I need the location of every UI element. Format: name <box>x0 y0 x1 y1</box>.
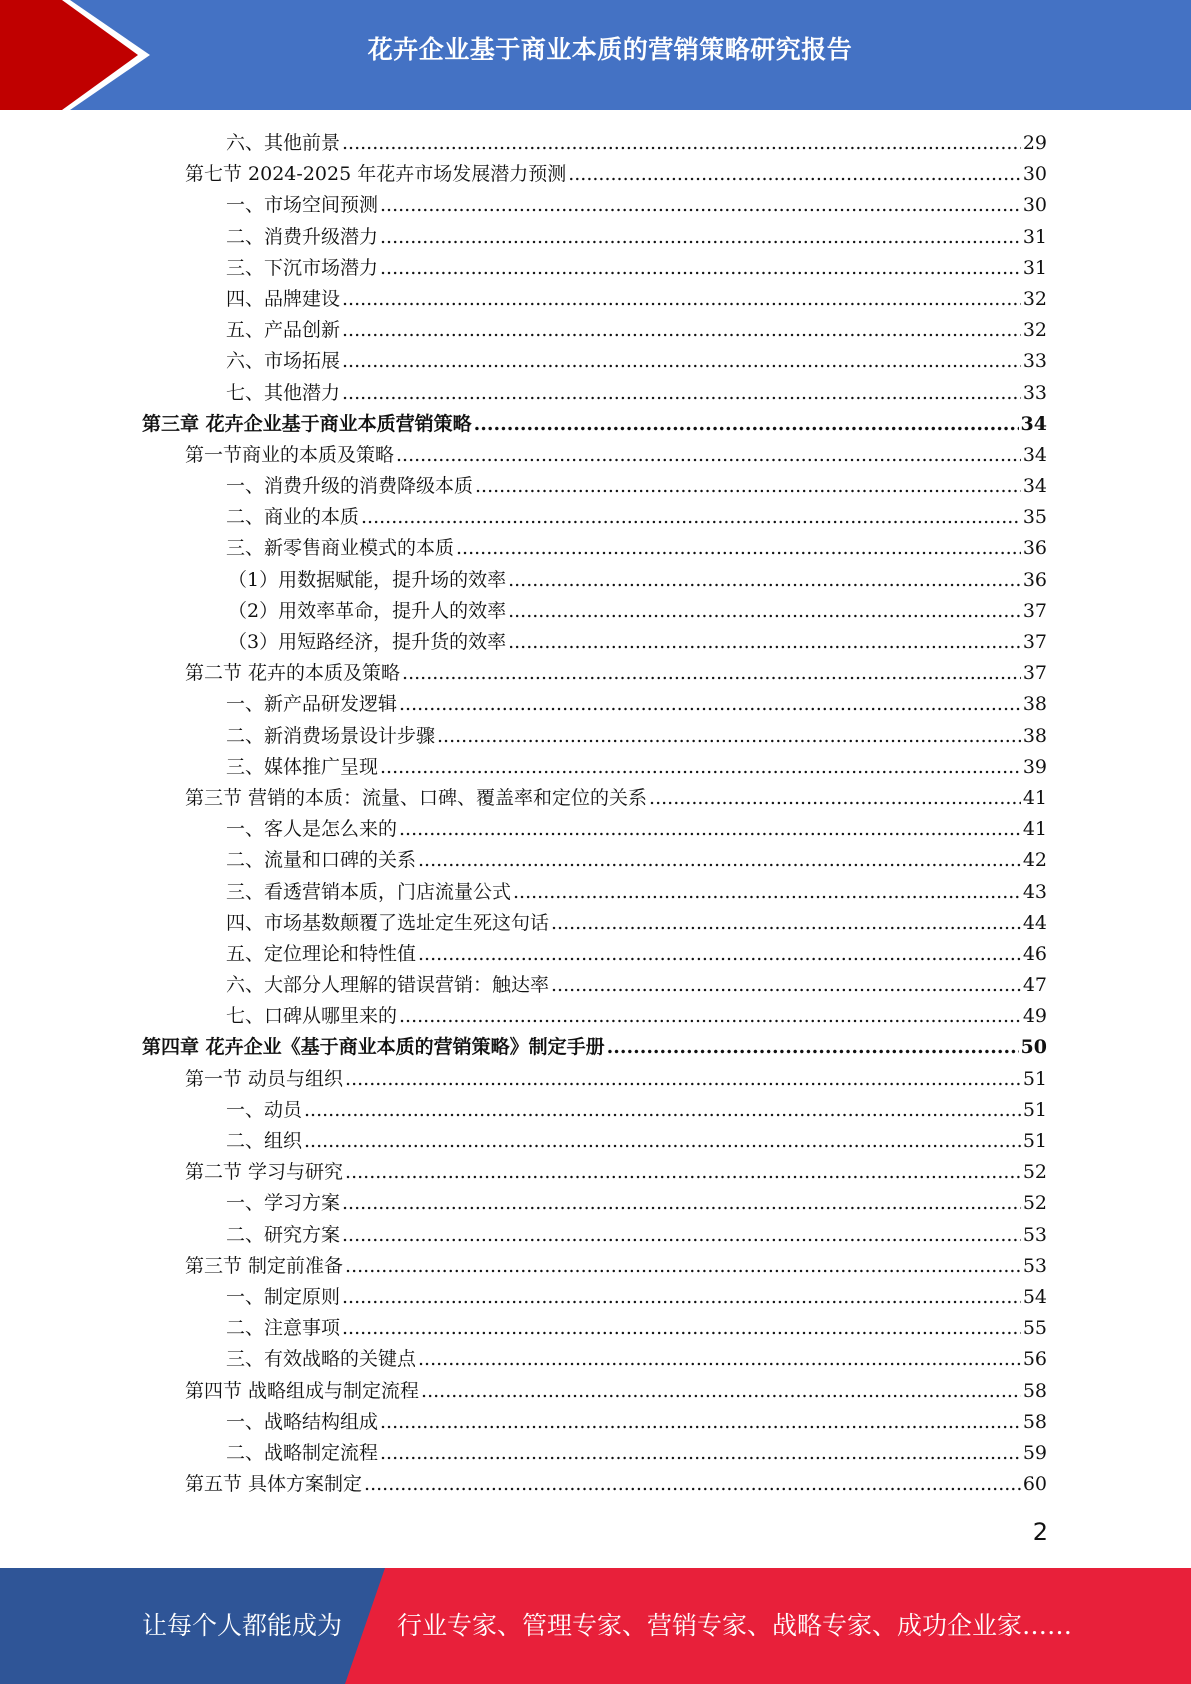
toc-entry-page: 58 <box>1022 1379 1047 1402</box>
toc-entry-label: 第四章 花卉企业《基于商业本质的营销策略》制定手册 <box>142 1036 605 1059</box>
toc-entry-page: 36 <box>1022 537 1047 560</box>
toc-dot-leader <box>402 662 1021 684</box>
toc-entry-label: 三、媒体推广呈现 <box>226 755 379 778</box>
toc-subsection-entry[interactable] <box>0 1001 1191 1032</box>
toc-subsection-entry[interactable] <box>0 970 1191 1001</box>
toc-entry-label: 第二节 学习与研究 <box>185 1161 344 1184</box>
toc-subsection-entry[interactable] <box>0 190 1191 221</box>
toc-entry-label: 二、新消费场景设计步骤 <box>226 724 436 747</box>
toc-subsection-entry[interactable] <box>0 315 1191 346</box>
toc-subsection-entry[interactable] <box>0 752 1191 783</box>
toc-subsection-entry[interactable] <box>0 1344 1191 1375</box>
toc-entry-label: 二、研究方案 <box>226 1223 341 1246</box>
report-title: 花卉企业基于商业本质的营销策略研究报告 <box>367 35 853 64</box>
toc-dot-leader <box>456 537 1021 559</box>
toc-entry-page: 34 <box>1022 443 1047 466</box>
toc-entry-page: 53 <box>1022 1254 1047 1277</box>
toc-entry-page: 58 <box>1022 1410 1047 1433</box>
toc-entry-page: 47 <box>1022 974 1047 997</box>
toc-entry-label: 第三节 营销的本质：流量、口碑、覆盖率和定位的关系 <box>185 786 648 809</box>
toc-entry-page: 30 <box>1022 163 1047 186</box>
toc-entry-label: 七、其他潜力 <box>226 381 341 404</box>
toc-entry-label: 二、组织 <box>226 1130 303 1152</box>
toc-section-entry[interactable] <box>0 1469 1191 1500</box>
toc-chapter-entry[interactable] <box>0 1032 1191 1063</box>
toc-dot-leader <box>551 912 1021 934</box>
toc-subsection-entry[interactable] <box>0 222 1191 253</box>
toc-dot-leader <box>361 506 1021 528</box>
toc-entry-page: 54 <box>1022 1285 1047 1308</box>
toc-dot-leader <box>380 194 1021 216</box>
toc-entry-page: 42 <box>1022 849 1047 872</box>
toc-entry-label: 一、客人是怎么来的 <box>226 818 398 841</box>
toc-dot-leader <box>475 475 1021 497</box>
toc-entry-label: 二、消费升级潜力 <box>226 225 379 248</box>
toc-subsection-entry[interactable] <box>0 565 1191 596</box>
toc-entry-page: 56 <box>1022 1348 1047 1371</box>
footer-slogan-right: 行业专家、管理专家、营销专家、战略专家、成功企业家…… <box>397 1611 1073 1640</box>
toc-entry-page: 52 <box>1022 1192 1047 1215</box>
toc-subsection-entry[interactable] <box>0 1407 1191 1438</box>
toc-dot-leader <box>364 1473 1021 1495</box>
toc-entry-page: 30 <box>1022 194 1047 217</box>
toc-entry-page: 46 <box>1022 942 1047 965</box>
toc-dot-leader <box>508 569 1021 591</box>
toc-dot-leader <box>345 1068 1021 1090</box>
toc-dot-leader <box>380 1442 1021 1464</box>
toc-subsection-entry[interactable] <box>0 1220 1191 1251</box>
toc-subsection-entry[interactable] <box>0 1126 1191 1157</box>
toc-entry-page: 38 <box>1022 724 1047 747</box>
toc-section-entry[interactable] <box>0 1376 1191 1407</box>
toc-chapter-entry[interactable] <box>0 409 1191 440</box>
toc-subsection-entry[interactable] <box>0 596 1191 627</box>
toc-entry-label: 三、新零售商业模式的本质 <box>226 537 455 560</box>
toc-entry-page: 51 <box>1022 1067 1047 1090</box>
toc-dot-leader <box>345 1161 1021 1183</box>
toc-entry-page: 31 <box>1022 225 1047 248</box>
toc-dot-leader <box>568 163 1021 185</box>
toc-entry-label: 第五节 具体方案制定 <box>185 1473 363 1496</box>
toc-dot-leader <box>508 631 1021 653</box>
toc-subsection-entry[interactable] <box>0 1282 1191 1313</box>
toc-entry-page: 33 <box>1022 350 1047 373</box>
toc-subsection-entry[interactable] <box>0 627 1191 658</box>
toc-dot-leader <box>304 1130 1021 1152</box>
toc-entry-page: 60 <box>1022 1473 1047 1496</box>
toc-dot-leader <box>418 849 1021 871</box>
toc-subsection-entry[interactable] <box>0 1095 1191 1126</box>
toc-entry-label: 三、看透营销本质，门店流量公式 <box>226 880 512 903</box>
toc-subsection-entry[interactable] <box>0 689 1191 720</box>
toc-entry-label: 一、制定原则 <box>226 1285 341 1308</box>
footer-banner <box>0 1568 1191 1684</box>
toc-entry-label: 第三节 制定前准备 <box>185 1254 344 1277</box>
toc-entry-label: 六、其他前景 <box>226 132 341 154</box>
toc-dot-leader <box>342 319 1021 341</box>
toc-dot-leader <box>342 350 1021 372</box>
toc-subsection-entry[interactable] <box>0 814 1191 845</box>
toc-subsection-entry[interactable] <box>0 877 1191 908</box>
toc-entry-label: 四、品牌建设 <box>226 287 341 310</box>
toc-entry-label: 五、产品创新 <box>226 319 341 342</box>
toc-subsection-entry[interactable] <box>0 1438 1191 1469</box>
toc-entry-label: 三、有效战略的关键点 <box>226 1348 417 1371</box>
table-of-contents <box>0 128 1191 1500</box>
toc-dot-leader <box>418 943 1021 965</box>
toc-dot-leader <box>399 1005 1021 1027</box>
toc-entry-page: 37 <box>1022 631 1047 653</box>
toc-entry-label: 二、流量和口碑的关系 <box>226 849 417 872</box>
toc-entry-page: 35 <box>1022 506 1047 529</box>
toc-subsection-entry[interactable] <box>0 284 1191 315</box>
toc-dot-leader <box>342 1286 1021 1308</box>
toc-subsection-entry[interactable] <box>0 378 1191 409</box>
toc-dot-leader <box>421 1380 1021 1402</box>
toc-entry-label: 七、口碑从哪里来的 <box>226 1005 398 1028</box>
toc-subsection-entry[interactable] <box>0 939 1191 970</box>
toc-entry-label: 六、市场拓展 <box>226 350 341 373</box>
toc-dot-leader <box>380 226 1021 248</box>
toc-entry-label: 五、定位理论和特性值 <box>226 942 417 965</box>
toc-entry-label: 六、大部分人理解的错误营销：触达率 <box>226 974 550 997</box>
toc-dot-leader <box>380 1411 1021 1433</box>
toc-entry-label: 一、消费升级的消费降级本质 <box>226 475 474 498</box>
toc-entry-page: 43 <box>1022 880 1047 903</box>
toc-entry-label: 第三章 花卉企业基于商业本质营销策略 <box>142 412 472 435</box>
toc-entry-label: 三、下沉市场潜力 <box>226 256 379 279</box>
toc-entry-label: 一、新产品研发逻辑 <box>226 693 398 716</box>
toc-dot-leader <box>508 600 1021 622</box>
toc-section-entry[interactable] <box>0 440 1191 471</box>
toc-entry-page: 29 <box>1022 132 1047 154</box>
toc-entry-page: 33 <box>1022 381 1047 404</box>
toc-entry-page: 31 <box>1022 256 1047 279</box>
toc-entry-page: 52 <box>1022 1161 1047 1184</box>
toc-entry-page: 32 <box>1022 287 1047 310</box>
toc-entry-label: 一、学习方案 <box>226 1192 341 1215</box>
toc-dot-leader <box>649 787 1021 809</box>
toc-entry-label: 第二节 花卉的本质及策略 <box>185 662 401 685</box>
toc-dot-leader <box>399 818 1021 840</box>
toc-dot-leader <box>437 725 1021 747</box>
toc-subsection-entry[interactable] <box>0 253 1191 284</box>
toc-entry-page: 32 <box>1022 319 1047 342</box>
toc-entry-label: （3）用短路经济，提升货的效率 <box>228 631 507 653</box>
toc-dot-leader <box>342 382 1021 404</box>
toc-entry-page: 55 <box>1022 1317 1047 1340</box>
toc-dot-leader <box>418 1348 1021 1370</box>
toc-dot-leader <box>474 413 1019 435</box>
toc-entry-page: 51 <box>1022 1130 1047 1152</box>
toc-section-entry[interactable] <box>0 1064 1191 1095</box>
footer-slogan-left: 让每个人都能成为 <box>142 1611 343 1640</box>
toc-entry-label: （2）用效率革命，提升人的效率 <box>228 599 507 622</box>
toc-entry-label: 第一节 动员与组织 <box>185 1067 344 1090</box>
toc-section-entry[interactable] <box>0 783 1191 814</box>
toc-entry-page: 51 <box>1022 1098 1047 1121</box>
toc-dot-leader <box>380 257 1021 279</box>
toc-entry-page: 34 <box>1022 475 1047 498</box>
toc-entry-label: 一、战略结构组成 <box>226 1410 379 1433</box>
toc-dot-leader <box>342 288 1021 310</box>
toc-subsection-entry[interactable] <box>0 502 1191 533</box>
toc-entry-page: 44 <box>1022 911 1047 934</box>
chevron-arrow-icon <box>0 0 150 110</box>
toc-entry-label: 第四节 战略组成与制定流程 <box>185 1379 420 1402</box>
toc-section-entry[interactable] <box>0 159 1191 190</box>
toc-entry-label: 第七节 2024-2025 年花卉市场发展潜力预测 <box>185 163 567 186</box>
toc-entry-page: 59 <box>1022 1441 1047 1464</box>
toc-subsection-entry[interactable] <box>0 845 1191 876</box>
toc-entry-page: 38 <box>1022 693 1047 716</box>
toc-entry-label: 一、动员 <box>226 1098 303 1121</box>
toc-entry-label: 二、商业的本质 <box>226 506 360 529</box>
toc-section-entry[interactable] <box>0 658 1191 689</box>
toc-entry-page: 53 <box>1022 1223 1047 1246</box>
toc-entry-page: 37 <box>1022 662 1047 685</box>
toc-dot-leader <box>342 1224 1021 1246</box>
toc-dot-leader <box>513 881 1021 903</box>
toc-subsection-entry[interactable] <box>0 1313 1191 1344</box>
toc-subsection-entry[interactable] <box>0 471 1191 502</box>
toc-entry-label: 二、战略制定流程 <box>226 1441 379 1464</box>
toc-entry-page: 39 <box>1022 755 1047 778</box>
toc-dot-leader <box>380 756 1021 778</box>
toc-dot-leader <box>342 132 1021 154</box>
toc-dot-leader <box>342 1192 1021 1214</box>
toc-subsection-entry[interactable] <box>0 1188 1191 1219</box>
toc-entry-page: 49 <box>1022 1005 1047 1028</box>
toc-entry-label: 四、市场基数颠覆了选址定生死这句话 <box>226 911 550 934</box>
toc-dot-leader <box>345 1255 1021 1277</box>
toc-subsection-entry[interactable] <box>0 908 1191 939</box>
toc-entry-label: （1）用数据赋能，提升场的效率 <box>228 568 507 591</box>
toc-entry-label: 第一节商业的本质及策略 <box>185 443 395 466</box>
toc-dot-leader <box>396 444 1021 466</box>
toc-entry-page: 34 <box>1020 412 1047 435</box>
toc-dot-leader <box>551 974 1021 996</box>
toc-dot-leader <box>304 1099 1021 1121</box>
toc-subsection-entry[interactable] <box>0 346 1191 377</box>
header-banner <box>0 0 1191 110</box>
toc-entry-label: 二、注意事项 <box>226 1317 341 1340</box>
toc-dot-leader <box>342 1317 1021 1339</box>
toc-section-entry[interactable] <box>0 1251 1191 1282</box>
page-number: 2 <box>1032 1518 1048 1546</box>
toc-entry-page: 37 <box>1022 599 1047 622</box>
toc-entry-label: 一、市场空间预测 <box>226 194 379 217</box>
toc-entry-page: 36 <box>1022 568 1047 591</box>
toc-entry-page: 50 <box>1020 1036 1047 1059</box>
toc-dot-leader <box>399 693 1021 715</box>
toc-subsection-entry[interactable] <box>0 128 1191 159</box>
toc-dot-leader <box>607 1036 1019 1058</box>
toc-subsection-entry[interactable] <box>0 721 1191 752</box>
toc-entry-page: 41 <box>1022 818 1047 841</box>
toc-subsection-entry[interactable] <box>0 533 1191 564</box>
toc-section-entry[interactable] <box>0 1157 1191 1188</box>
toc-entry-page: 41 <box>1022 786 1047 809</box>
